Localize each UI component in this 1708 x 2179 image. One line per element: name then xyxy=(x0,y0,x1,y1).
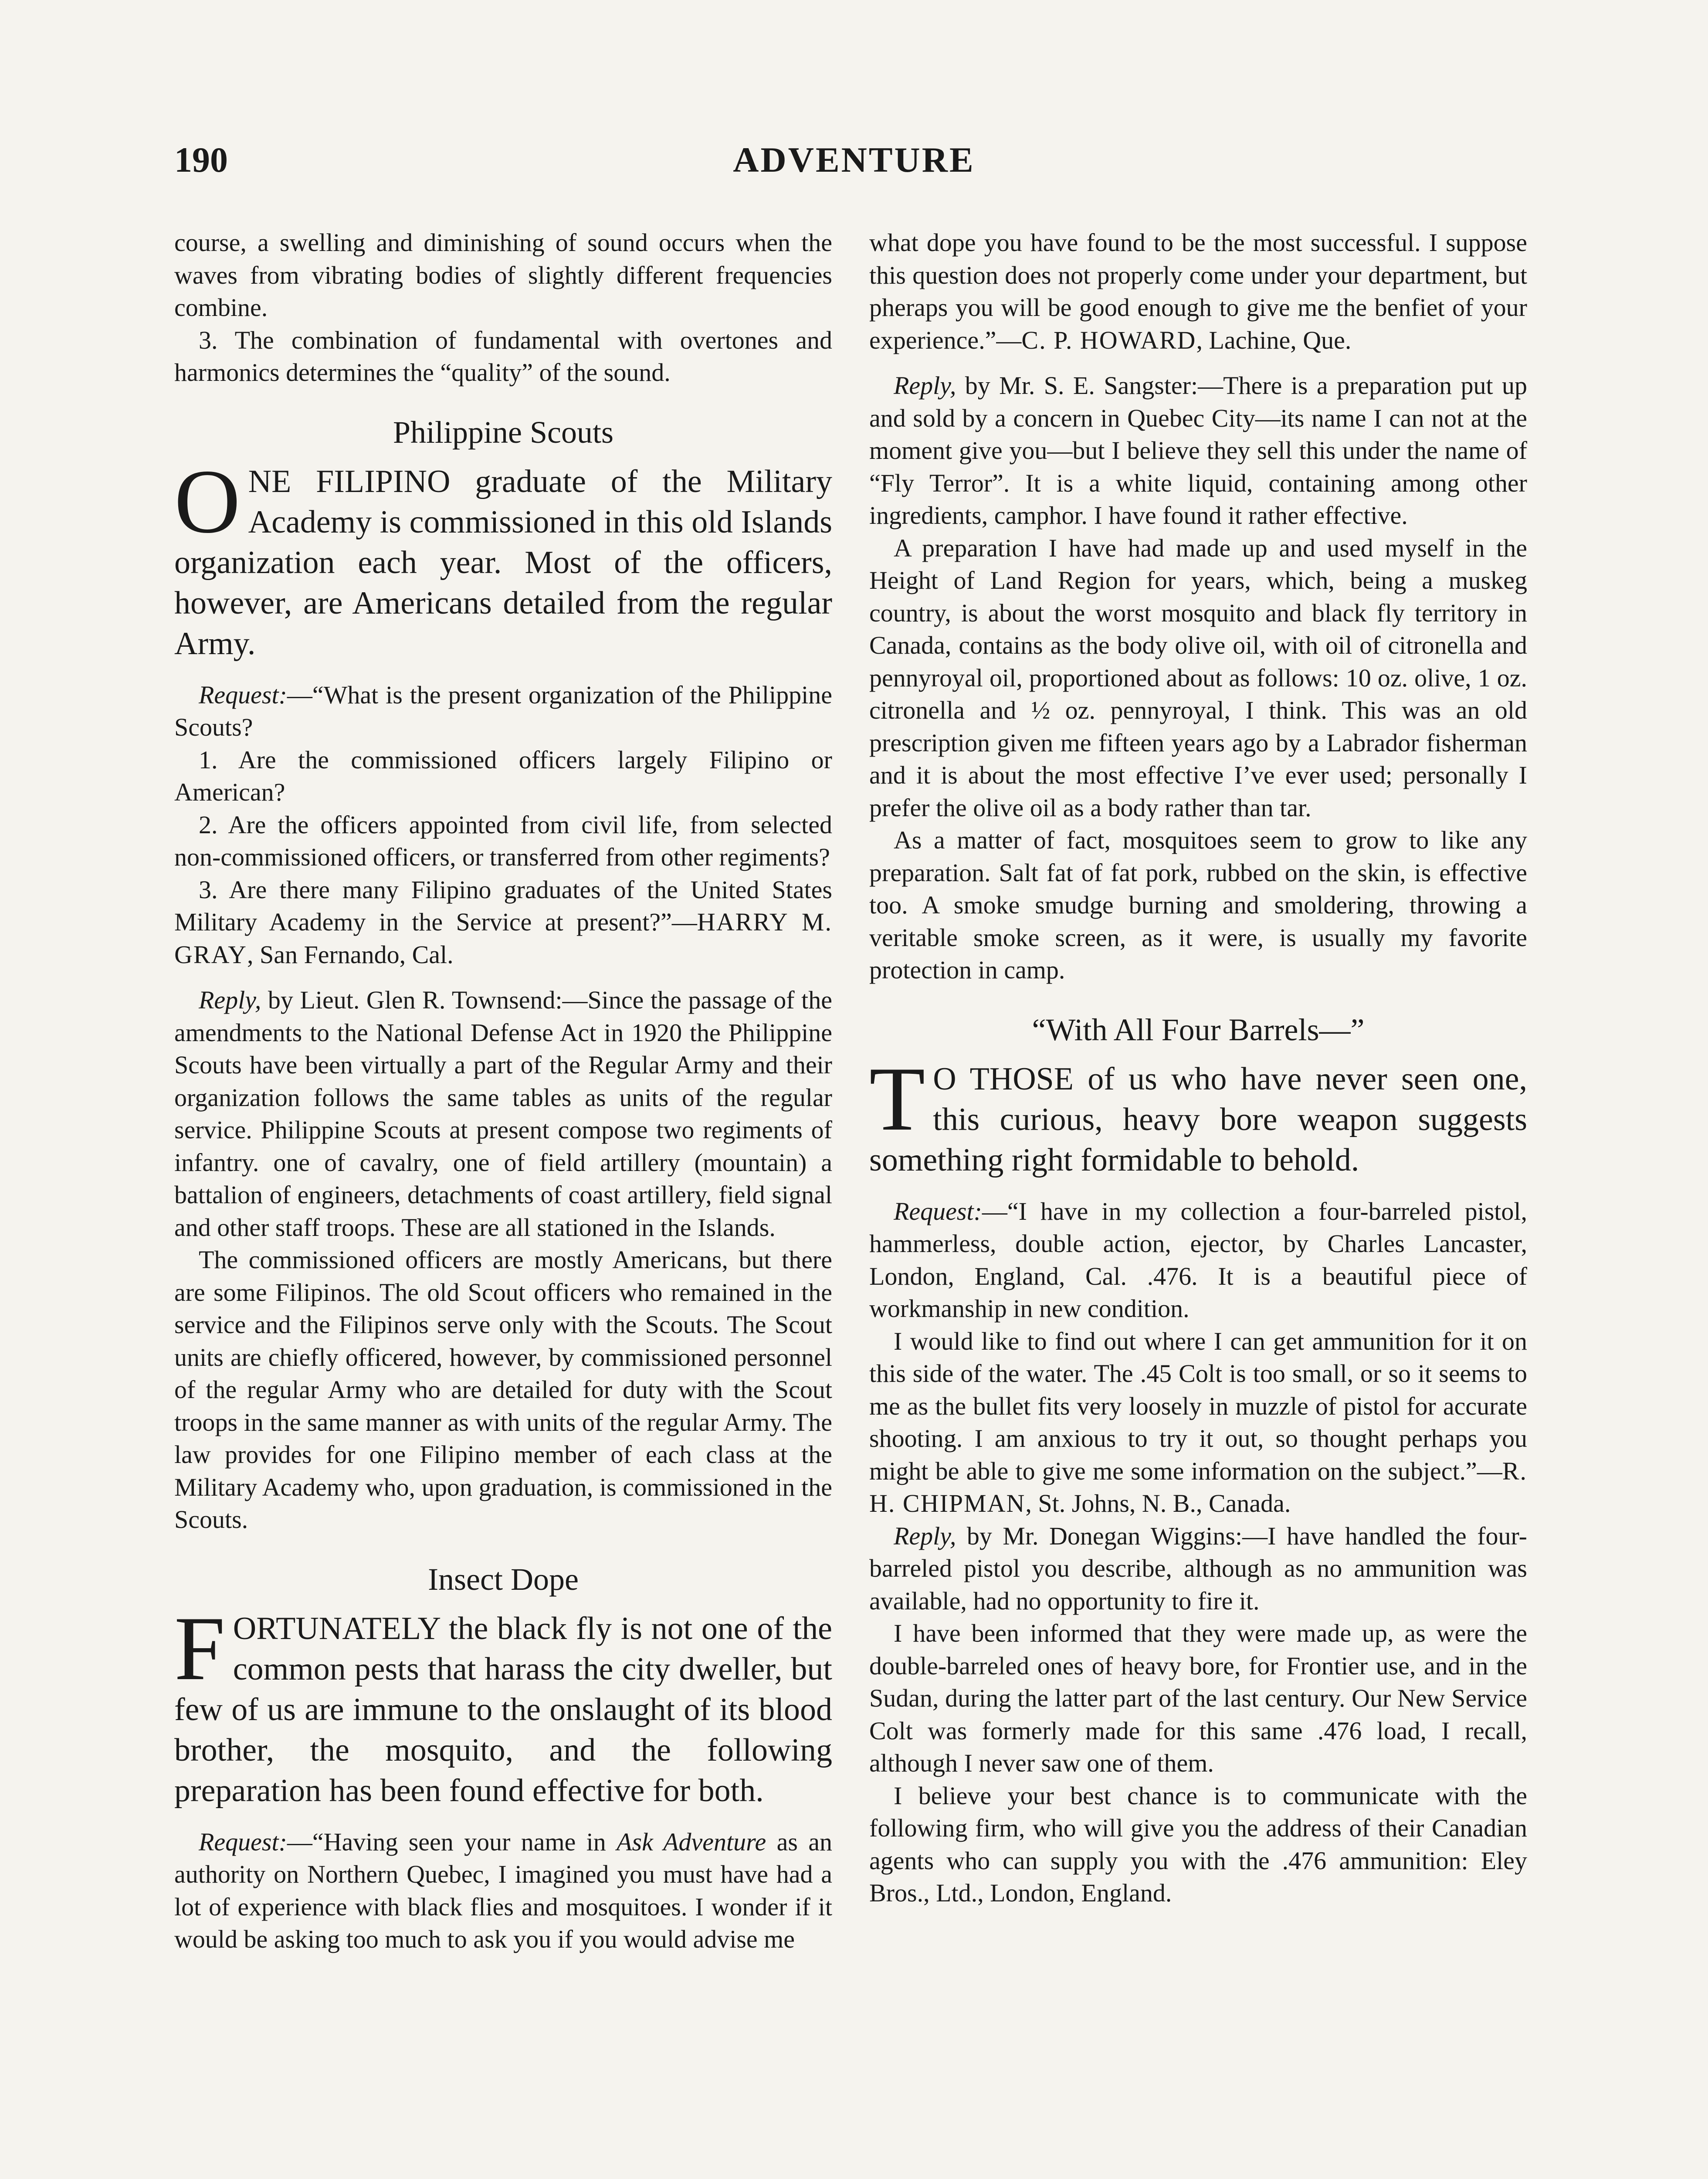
reply-label: Reply, xyxy=(199,986,261,1014)
paragraph: The commissioned officers are mostly Americans, but there are some Filipinos. The old Scout officers who remained in the service and the Filipinos serve only with the Scouts. The Scout units are chiefly officered, however, by commissioned personnel of the regular Army who are detailed for duty with the Scout troops in the same manner as with units of the regular Army. The law provides for one Filipino member of each class at the Military Academy who, upon graduation, is commissioned in the Scouts. xyxy=(174,1246,832,1534)
section-lead xyxy=(869,1048,1528,1181)
section-title-four-barrels: “With All Four Barrels—” xyxy=(1032,1012,1365,1047)
page-number: 190 xyxy=(174,140,228,180)
request-text: 3. Are there many Filipino graduates of the United States Military Academy in the Service at present?”— xyxy=(174,875,832,936)
lead-caps: O THOSE xyxy=(933,1061,1074,1097)
paragraph: I believe your best chance is to communicate with the following firm, who will give you the address of their Canadian agents who can supply you with the .476 ammunition: Eley Bros., Ltd., London, England. xyxy=(869,1781,1527,1907)
reply-label: Reply, xyxy=(894,371,956,400)
reply-paragraph xyxy=(174,984,832,1244)
signature: C. P. HOWARD xyxy=(1021,326,1196,354)
paragraph: A preparation I have had made up and used myself in the Height of Land Region for years, which, being a muskeg country, is about the worst mosquito and black fly territory in Canada, contains as the body olive oil, with oil of citronella and pennyroyal oil, proportioned about as follows: 10 oz. olive, 1 oz. citronella and ½ oz. pennyroyal, I think. This was an old prescription given me fifteen years ago by a Labrador fisherman and it is about the most effective I’ve ever used; personally I prefer the olive oil as a body rather than tar. xyxy=(869,533,1527,822)
location: , St. Johns, N. B., Canada. xyxy=(1025,1489,1291,1517)
reply-text: by Lieut. Glen R. Townsend:—Since the passage of the amendments to the National Defense Act in 1920 the Philippine Scouts have been virtually a part of the Regular Army and their organization follows the same tables as units of the regular service. Philippine Scouts at present compose two regiments of infantry. one of cavalry, one of field artillery (mountain) a battalion of engineers, detachments of coast artillery, field signal and other staff troops. These are all stationed in the Islands. xyxy=(174,986,832,1242)
request-text: —“What is the present organization of the Philippine Scouts? xyxy=(174,680,832,741)
section-title-insect-dope: Insect Dope xyxy=(428,1561,579,1597)
paragraph: I have been informed that they were made up, as were the double-barreled ones of heavy bore, for Frontier use, and in the Sudan, during the latter part of the last century. Our New Service Colt was formerly made for this same .476 load, I recall, although I never saw one of them. xyxy=(869,1619,1527,1777)
section-title-philippine-scouts: Philippine Scouts xyxy=(393,414,614,450)
request-text: I would like to find out where I can get ammunition for it on this side of the water. The .45 Colt is too small, or so it seems to me as the bullet fits very loosely in muzzle of pistol for accurate shooting. I am anxious to try it out, so thought perhaps you might be able to give me some information on the subject.”— xyxy=(869,1327,1527,1485)
request-text: —“I have in my collection a four-barreled pistol, hammerless, double action, ejector, by Charles Lancaster, London, England, Cal. .476. It is a beautiful piece of workmanship in new condition. xyxy=(869,1197,1527,1323)
paragraph: course, a swelling and diminishing of sound occurs when the waves from vibrating bodies of slightly different frequencies combine. xyxy=(174,228,832,322)
section-lead xyxy=(174,451,832,664)
signature: R. H. CHIPMAN xyxy=(869,1456,1527,1517)
reply-text: by Mr. S. E. Sangster:—There is a preparation put up and sold by a concern in Quebec City—its name I can not at the moment give you—but I believe they sell this under the name of “Fly Terror”. It is a white liquid, containing among other ingredients, camphor. I have found it rather effective. xyxy=(869,371,1527,529)
right-column xyxy=(869,227,1527,1910)
request-paragraph xyxy=(174,1826,832,1956)
request-label: Request: xyxy=(199,1827,287,1856)
running-head: ADVENTURE xyxy=(733,140,975,180)
signature: HARRY M. GRAY xyxy=(174,908,832,969)
drop-cap: T xyxy=(869,1048,925,1150)
page-header xyxy=(174,139,1534,192)
paragraph: As a matter of fact, mosquitoes seem to grow to like any preparation. Salt fat of fat pork, rubbed on the skin, is effective too. A smoke smudge burning and smoldering, throwing a veritable smoke screen, as it were, is usually my favorite protection in camp. xyxy=(869,826,1527,984)
request-paragraph xyxy=(869,1195,1527,1325)
request-text: —“Having seen your name in xyxy=(287,1827,617,1856)
left-column xyxy=(174,227,832,1956)
request-label: Request: xyxy=(199,680,287,709)
reply-paragraph xyxy=(869,1520,1527,1618)
drop-cap: O xyxy=(174,451,241,552)
location: , Lachine, Que. xyxy=(1196,326,1352,354)
paragraph xyxy=(869,1325,1527,1520)
lead-caps: NE FILIPINO xyxy=(248,463,451,499)
section-lead xyxy=(174,1598,832,1811)
reply-label: Reply, xyxy=(894,1521,956,1550)
request-text: as an authority on Northern Quebec, I imagined you must have had a lot of experience with black flies and mosquitoes. I wonder if it would be asking too much to ask you if you would advise me xyxy=(174,1827,833,1953)
reply-paragraph xyxy=(869,370,1527,532)
paragraph xyxy=(174,874,832,971)
location: , San Fernando, Cal. xyxy=(247,940,454,969)
lead-text: of us who have never seen one, this curious, heavy bore weapon suggests something right formidable to behold. xyxy=(869,1061,1528,1178)
paragraph xyxy=(869,227,1527,356)
lead-caps: ORTUNATELY xyxy=(233,1610,440,1646)
paragraph: 2. Are the officers appointed from civil life, from selected non-commissioned officers, or transferred from other regiments? xyxy=(174,810,832,871)
request-label: Request: xyxy=(894,1197,982,1225)
drop-cap: F xyxy=(174,1598,225,1699)
paragraph: 1. Are the commissioned officers largely Filipino or American? xyxy=(174,745,832,806)
request-paragraph xyxy=(174,679,832,744)
column-name: Ask Adventure xyxy=(617,1827,766,1856)
request-text: what dope you have found to be the most successful. I suppose this question does not properly come under your department, but pheraps you will be good enough to give me the benfiet of your experience.”— xyxy=(869,228,1527,354)
paragraph: 3. The combination of fundamental with overtones and harmonics determines the “quality” of the sound. xyxy=(174,326,832,387)
lead-text: graduate of the Military Academy is commissioned in this old Islands organization each year. Most of the officers, however, are Americans detailed from the regular Army. xyxy=(174,463,832,662)
lead-text: the black fly is not one of the common pests that harass the city dweller, but few of us are immune to the onslaught of its blood brother, the mosquito, and the following preparation has been found effective for both. xyxy=(174,1610,832,1809)
reply-text: by Mr. Donegan Wiggins:—I have handled the four-barreled pistol you describe, although as no ammunition was available, had no opportunity to fire it. xyxy=(869,1521,1527,1615)
